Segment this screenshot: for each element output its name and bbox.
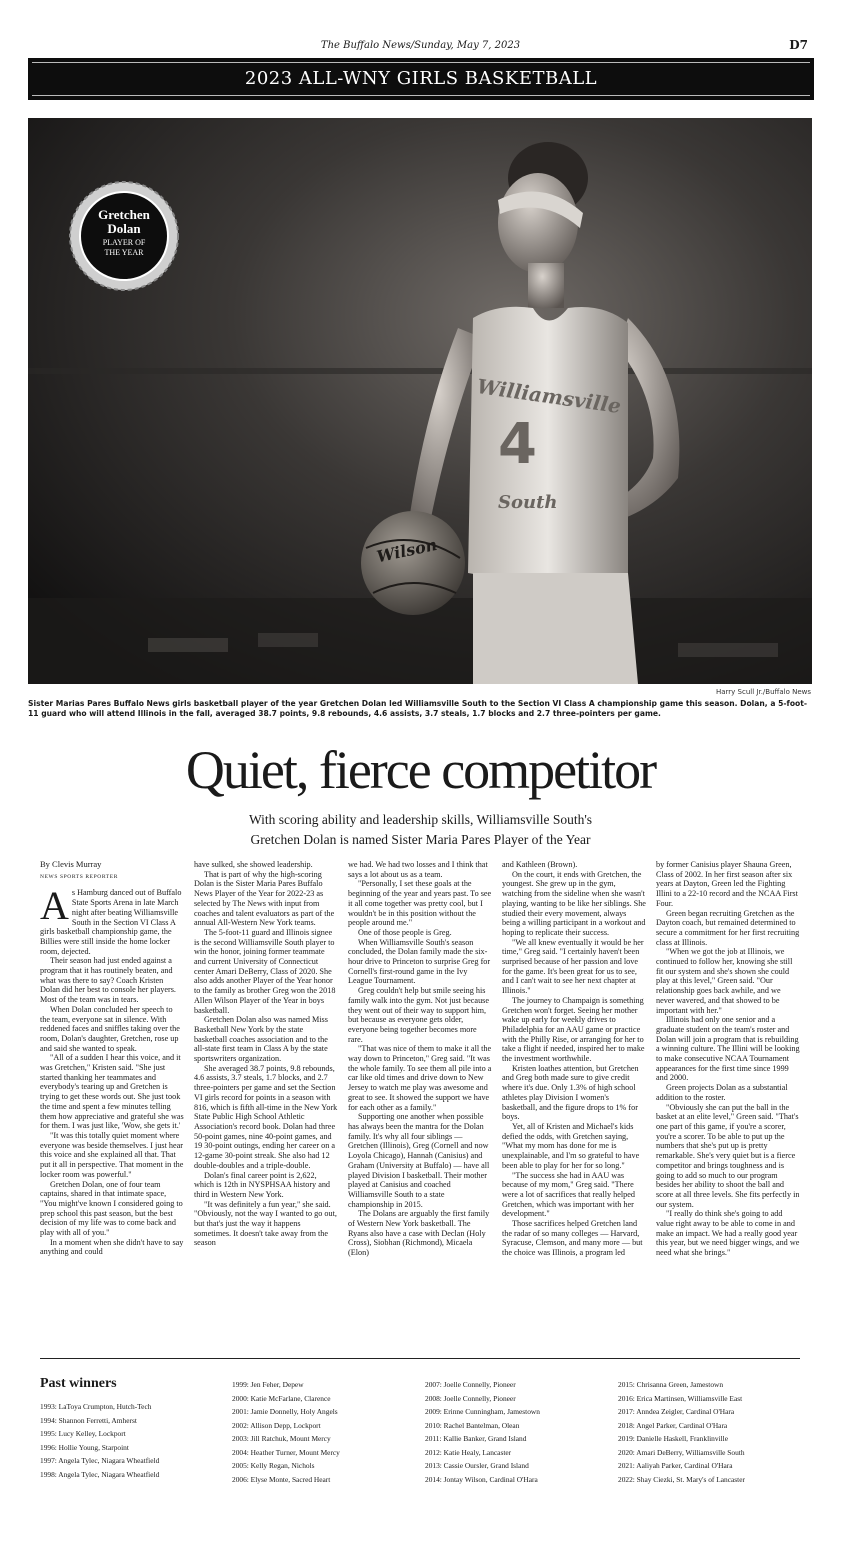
paragraph: have sulked, she showed leadership. xyxy=(194,860,313,869)
page-number: D7 xyxy=(789,38,808,52)
paragraph: Kristen loathes attention, but Gretchen and Greg both made sure to give credit where it's due. Only 1.3% of high school athletes play Division I women's basketball, and the figure drops to 1% for boys. xyxy=(502,1063,639,1122)
past-winner-item: 2020: Amari DeBerry, Williamsville South xyxy=(618,1447,745,1457)
paragraph: Yet, all of Kristen and Michael's kids defied the odds, with Gretchen saying, "What my mom has done for me is unexplainable, and I'm so grateful to have been able to play for her for so long." xyxy=(502,1121,640,1170)
folio: The Buffalo News/Sunday, May 7, 2023 xyxy=(320,40,521,51)
paragraph: Gretchen Dolan, one of four team captains, shared in that intimate space, "You might've known I considered going to prep school this past season, but the best decision of my life was to come back and play with all of you." xyxy=(40,1179,183,1238)
past-winner-item: 1997: Angela Tylec, Niagara Wheatfield xyxy=(40,1456,160,1465)
past-winner-item: 2003: Jill Ratchuk, Mount Mercy xyxy=(232,1434,331,1443)
paragraph: "The success she had in AAU was because of my mom," Greg said. "There were a lot of sacrifices that really helped Gretchen, which was important with her development." xyxy=(502,1170,635,1219)
past-winner-item: 2015: Chrisanna Green, Jamestown xyxy=(618,1380,724,1389)
past-winner-item: 1993: LaToya Crumpton, Hutch-Tech xyxy=(40,1402,152,1411)
byline: By Clevis Murray xyxy=(40,859,102,869)
paragraph: "When we got the job at Illinois, we continued to follow her, knowing she still fit our system and she's shown she could play at this level," Green said. "Our relationship goes back awhile, and we never wavered, and that showed to be important with her." xyxy=(656,947,793,1015)
paragraph: The 5-foot-11 guard and Illinois signee is the second Williamsville South player to win the honor, joining former teammate and current University of Connecticut center Amari DeBerry, Class of 2020. She also adds another Player of the Year honor to the family as brother Greg won the 2018 Allen Wilson Player of the Year in boys basketball. xyxy=(194,927,336,1015)
past-winner-item: 2005: Kelly Regan, Nichols xyxy=(232,1461,315,1470)
past-winner-item: 2022: Shay Ciezki, St. Mary's of Lancaster xyxy=(618,1474,745,1484)
paragraph: Green began recruiting Gretchen as the Dayton coach, but remained determined to secure a commitment for her first recruiting class at Illinois. xyxy=(656,908,800,947)
paragraph: Illinois had only one senior and a graduate student on the team's roster and Dolan will join a program that is rebuilding a winning culture. The Illini will be looking to make consecutive NCAA Tournament appearances for the first time since 1999 and 2000. xyxy=(656,1015,800,1083)
past-winner-item: 2011: Kallie Banker, Grand Island xyxy=(425,1434,527,1443)
past-winner-item: 2000: Katie McFarlane, Clarence xyxy=(232,1393,331,1403)
paragraph: Those sacrifices helped Gretchen land the radar of so many colleges — Harvard, Syracuse, Clemson, and many more — but the choice was Illinois, a program led xyxy=(502,1219,643,1258)
paragraph: Gretchen Dolan also was named Miss Basketball New York by the state basketball coaches association and to the all-state first team in Class A by the state sportswriters organization. xyxy=(194,1015,328,1064)
past-winner-item: 2014: Jontay Wilson, Cardinal O'Hara xyxy=(425,1474,538,1484)
past-winner-item: 2016: Erica Martinsen, Williamsville East xyxy=(618,1393,743,1403)
badge-title-line2: THE YEAR xyxy=(104,248,144,257)
paragraph: and Kathleen (Brown). xyxy=(502,860,578,869)
past-winners-column-1 xyxy=(40,1400,240,1481)
article-column-2 xyxy=(194,860,338,1248)
past-winner-item: 1996: Hollie Young, Starpoint xyxy=(40,1442,129,1452)
past-winner-item: 1994: Shannon Ferretti, Amherst xyxy=(40,1415,137,1425)
paragraph: "All of a sudden I hear this voice, and it was Gretchen," Kristen said. "She just started thanking her teammates and everybody's tearing up and Gretchen is trying to get these words out. She just took the time and spent a few minutes telling them how appreciative and grateful she was for them. I was just like, 'Wow, she gets it.' xyxy=(40,1053,184,1131)
paragraph: "It was this totally quiet moment where everyone was beside themselves. I just hear this voice and she explained all that. That put it all in perspective. That moment in the locker room was powerful." xyxy=(40,1130,184,1179)
paragraph: Dolan's final career point is 2,622, which is 12th in NYSPHSAA history and third in Western New York. xyxy=(194,1170,331,1199)
past-winner-item: 1995: Lucy Kelley, Lockport xyxy=(40,1429,126,1438)
photo-credit: Harry Scull Jr./Buffalo News xyxy=(716,688,811,696)
past-winner-item: 1998: Angela Tylec, Niagara Wheatfield xyxy=(40,1469,160,1479)
article-column-3 xyxy=(348,860,492,1258)
paragraph: The journey to Champaign is something Gretchen won't forget. Seeing her mother wake up early for weekly drives to Philadelphia for an AAU game or practice with the Philly Rise, or arranging for her to take a flight if needed, inspired her to make the investment worthwhile. xyxy=(502,995,645,1064)
past-winner-item: 2002: Allison Depp, Lockport xyxy=(232,1420,321,1430)
ball-brand: Wilson xyxy=(374,534,439,567)
deck-line-2: Gretchen Dolan is named Sister Maria Pares Player of the Year xyxy=(250,832,591,847)
drop-cap: A xyxy=(40,883,69,929)
paragraph: In a moment when she didn't have to say anything and could xyxy=(40,1237,184,1257)
byline-role: NEWS SPORTS REPORTER xyxy=(40,873,118,880)
past-winner-item: 2001: Jamie Donnelly, Holy Angels xyxy=(232,1407,338,1416)
past-winner-item: 2018: Angel Parker, Cardinal O'Hara xyxy=(618,1420,728,1430)
past-winners-column-3 xyxy=(425,1378,625,1486)
paragraph: On the court, it ends with Gretchen, the youngest. She grew up in the gym, watching from the sideline when she wasn't playing, wanting to be like her siblings. She studied their every movement, always being a willing participant in a workout and hoping to replicate their success. xyxy=(502,869,646,937)
headline: Quiet, fierce competitor xyxy=(185,740,656,800)
lead-paragraph: As Hamburg danced out of Buffalo State Sports Arena in late March night after beating Williamsville South in the Section VI Class A girls basketball championship game, the Billies were still inside the home locker room, dejected. xyxy=(40,883,182,956)
paragraph: "We all knew eventually it would be her time," Greg said. "I certainly haven't been surprised because of her passion and love for the game. It's been great for us to see, and I can't wait to see her next chapter at Illinois." xyxy=(502,937,644,996)
paragraph: "It was definitely a fun year," she said. "Obviously, not the way I wanted to go out, but that's just the way it happens sometimes. It doesn't take away from the season xyxy=(194,1199,337,1248)
past-winner-item: 2008: Joelle Connelly, Pioneer xyxy=(425,1393,516,1403)
paragraph: "That was nice of them to make it all the way down to Princeton," Greg said. "It was the whole family. To see them all pile into a car like old times and drive down to New Jersey to watch me play was awesome and great to see. It showed the support we have for each other as a family." xyxy=(348,1044,492,1112)
past-winner-item: 2017: Anndea Zeigler, Cardinal O'Hara xyxy=(618,1407,735,1416)
jersey-number: 4 xyxy=(498,412,537,477)
paragraph: Supporting one another when possible has always been the mantra for the Dolan family. It's why all four siblings — Gretchen (Illinois), Greg (Cornell and now Loyola Chicago), Hannah (Canisius) and Graham (University at Buffalo) — have all played Division I basketball. Their mother played at Canisius and coached Williamsville South to a state championship in 2015. xyxy=(348,1112,490,1209)
badge-name-first: Gretchen xyxy=(98,207,150,222)
article-column-4 xyxy=(502,860,646,1258)
paragraph: "Obviously she can put the ball in the basket at an elite level," Green said. "That's one part of this game, if you're a scorer, you're a scorer. To be able to put up the numbers that she's put up is pretty remarkable. She's very quiet but is a fierce competitor and brings toughness and is going to add so much to our program besides her ability to shoot the ball and score at all three levels. She fits perfectly in our system. xyxy=(656,1102,800,1209)
paragraph: She averaged 38.7 points, 9.8 rebounds, 4.6 assists, 3.7 steals, 1.7 blocks, and 2.7 three-pointers per game and set the Section VI girls record for points in a season with 816, which is fifth all-time in the New York State Public High School Athletic Association's record book. Dolan had three 50-point games, nine 40-point games, and 19 30-point outings, ending her career on a 12-game 30-point streak. She also had 12 double-doubles and a triple-double. xyxy=(194,1063,338,1170)
jersey-bottom-text: South xyxy=(498,492,558,513)
deck-line-1: With scoring ability and leadership skills, Williamsville South's xyxy=(248,812,593,827)
article-column-1 xyxy=(40,860,184,1257)
past-winner-item: 2006: Elyse Monte, Sacred Heart xyxy=(232,1474,331,1484)
paragraph: One of those people is Greg. xyxy=(358,927,452,937)
past-winner-item: 2004: Heather Turner, Mount Mercy xyxy=(232,1447,340,1457)
past-winner-item: 2010: Rachel Bantelman, Olean xyxy=(425,1420,520,1430)
jersey-team-text: Williamsville xyxy=(475,374,623,419)
paragraph: That is part of why the high-scoring Dolan is the Sister Maria Pares Buffalo News Player of the Year for 2022-23 as selected by The News with input from coaches and talent evaluators as part of the annual All-Western New York teams. xyxy=(194,869,335,928)
past-winners-column-4 xyxy=(618,1378,818,1486)
photo-caption: Sister Marias Pares Buffalo News girls basketball player of the year Gretchen Dolan led Williamsville South to the Section VI Class A championship game this season. Dolan, a 5-foot-11 guard who will attend Illinois in the fall, averaged 38.7 points, 9.8 rebounds, 4.6 assists, 3.7 steals, 1.7 blocks and 2.7 three-pointers per game. xyxy=(28,699,808,718)
badge-name-last: Dolan xyxy=(107,221,141,236)
paragraph: Greg couldn't help but smile seeing his family walk into the gym. Not just because they went out of their way to support him, but because as everyone gets older, everyone being together becomes more rare. xyxy=(348,986,489,1044)
past-winner-item: 2019: Danielle Haskell, Franklinville xyxy=(618,1434,729,1443)
past-winners-column-2 xyxy=(232,1378,432,1486)
basketball-icon xyxy=(361,511,465,615)
past-winner-item: 2012: Katie Healy, Lancaster xyxy=(425,1447,512,1457)
past-winner-item: 2009: Erinne Cunningham, Jamestown xyxy=(425,1407,540,1416)
paragraph: "I really do think she's going to add value right away to be able to come in and make an impact. We had a really good year this year, but we need bigger wings, and we need what she brings." xyxy=(656,1209,800,1258)
past-winner-item: 2013: Cassie Oursler, Grand Island xyxy=(425,1461,529,1470)
paragraph: Their season had just ended against a program that it has routinely beaten, and what was there to say? Coach Kristen Dolan did her best to console her players. Most of the team was in tears. xyxy=(40,956,176,1005)
past-winner-item: 2021: Aaliyah Parker, Cardinal O'Hara xyxy=(618,1461,733,1470)
player-of-year-badge xyxy=(68,180,180,292)
paragraph: we had. We had two losses and I think that says a lot about us as a team. xyxy=(348,860,488,879)
article-column-5 xyxy=(656,860,800,1258)
past-winner-item: 2007: Joelle Connelly, Pioneer xyxy=(425,1380,516,1389)
section-banner-title: 2023 ALL-WNY GIRLS BASKETBALL xyxy=(244,68,598,89)
past-winner-item: 1999: Jen Feher, Depew xyxy=(232,1380,304,1389)
paragraph: When Dolan concluded her speech to the team, everyone sat in silence. With reddened faces and sniffles taking over the room, Dolan's daughter, Gretchen, rose up and said she wanted to speak. xyxy=(40,1004,180,1053)
badge-title-line1: PLAYER OF xyxy=(102,238,146,247)
paragraph: The Dolans are arguably the first family of Western New York basketball. The Ryans also have a case with Declan (Holy Cross), Siobhan (Richmond), Micaela (Elon) xyxy=(348,1209,490,1258)
past-winners-title: Past winners xyxy=(40,1376,117,1391)
paragraph: by former Canisius player Shauna Green, Class of 2002. In her first season after six years at Dayton, Green led the Fighting Illini to a 22-10 record and the NCAA First Four. xyxy=(656,860,798,908)
deck xyxy=(0,810,841,850)
paragraph: When Williamsville South's season concluded, the Dolan family made the six-hour drive to Princeton to surprise Greg for Cornell's first-round game in the Ivy League Tournament. xyxy=(348,937,491,986)
paragraph: Green projects Dolan as a substantial addition to the roster. xyxy=(656,1083,788,1102)
paragraph: "Personally, I set these goals at the beginning of the year and years past. To see it all come together was pretty cool, but I wouldn't be in this position without the people around me." xyxy=(348,879,492,928)
section-divider xyxy=(40,1358,800,1359)
